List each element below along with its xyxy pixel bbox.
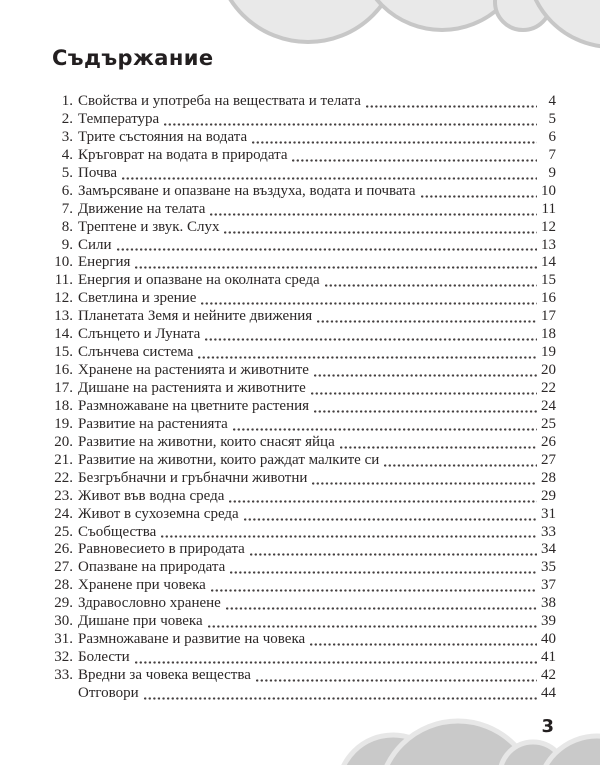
- toc-item-number: 1.: [61, 93, 73, 109]
- toc-row: [53, 183, 556, 201]
- toc-row: [53, 667, 556, 685]
- toc-item-title: Развитие на растенията: [78, 415, 228, 432]
- page-title: Съдържание: [52, 46, 214, 70]
- toc-row: [53, 219, 556, 237]
- dot-leader: [317, 320, 537, 323]
- toc-row: [53, 577, 556, 595]
- toc-item-number: 32.: [54, 649, 73, 666]
- toc-item-title: Енергия и опазване на околната среда: [78, 272, 320, 289]
- dot-leader: [161, 535, 537, 538]
- toc-item-title: Болести: [78, 649, 130, 666]
- toc-item-page: 11: [541, 200, 556, 217]
- toc-item-number: 26.: [54, 541, 73, 558]
- toc-item-number: 31.: [54, 631, 73, 648]
- toc-item-title: Развитие на животни, които раждат малките си: [78, 451, 380, 468]
- dot-leader: [325, 284, 537, 287]
- toc-item-title: Размножаване на цветните растения: [78, 397, 310, 414]
- toc-row: [53, 434, 556, 452]
- toc-item-number: 20.: [54, 433, 73, 450]
- toc-item-number: 2.: [61, 110, 73, 127]
- dot-leader: [135, 661, 537, 664]
- dot-leader: [226, 607, 537, 610]
- toc-item-page: 41: [541, 649, 556, 666]
- dot-leader: [312, 482, 537, 485]
- dot-leader: [201, 302, 537, 305]
- toc-item-title: Слънцето и Луната: [78, 326, 201, 343]
- dot-leader: [117, 248, 537, 251]
- toc-item-number: 14.: [54, 326, 73, 343]
- toc-row: [53, 362, 556, 380]
- toc-item-page: 24: [541, 397, 556, 414]
- toc-row: [53, 595, 556, 613]
- toc-item-page: 15: [541, 272, 556, 289]
- toc-item-number: 11.: [54, 272, 73, 289]
- dot-leader: [164, 123, 537, 126]
- toc-row: [53, 147, 556, 165]
- toc-item-page: 13: [541, 236, 556, 253]
- dot-leader: [252, 141, 537, 144]
- toc-item-page: 37: [541, 577, 556, 594]
- toc-item-title: Планетата Земя и нейните движения: [78, 308, 313, 325]
- toc-item-number: 18.: [54, 397, 73, 414]
- dot-leader: [233, 428, 537, 431]
- toc-item-title: Отговори: [78, 684, 139, 701]
- toc-row: [53, 201, 556, 219]
- toc-row: [53, 290, 556, 308]
- toc-item-title: Слънчева система: [78, 344, 194, 361]
- dot-leader: [211, 589, 537, 592]
- toc-item-title: Развитие на животни, които снасят яйца: [78, 433, 335, 450]
- toc-item-number: 5.: [61, 164, 73, 181]
- toc-item-page: 5: [548, 110, 556, 127]
- toc-item-number: 13.: [54, 308, 73, 325]
- toc-item-title: Безгръбначни и гръбначни животни: [78, 469, 308, 486]
- dot-leader: [314, 410, 537, 413]
- toc-row: [53, 129, 556, 147]
- dot-leader: [311, 392, 537, 395]
- toc-item-number: 21.: [54, 451, 73, 468]
- toc-item-number: 10.: [54, 254, 73, 271]
- toc-item-page: 29: [541, 487, 556, 504]
- dot-leader: [205, 338, 537, 341]
- toc-item-page: 31: [541, 505, 556, 522]
- toc-row: [53, 308, 556, 326]
- toc-item-number: 6.: [61, 182, 73, 199]
- toc-row: [53, 488, 556, 506]
- dot-leader: [229, 500, 537, 503]
- toc-item-page: 19: [541, 344, 556, 361]
- toc-item-number: 27.: [54, 559, 73, 576]
- toc-row: [53, 111, 556, 129]
- toc-item-page: 38: [541, 595, 556, 612]
- dot-leader: [122, 177, 537, 180]
- dot-leader: [224, 231, 537, 234]
- toc-row: [53, 272, 556, 290]
- toc-item-page: 25: [541, 415, 556, 432]
- dot-leader: [366, 105, 537, 108]
- toc-item-title: Свойства и употреба на веществата и телата: [78, 93, 361, 109]
- dot-leader: [256, 679, 537, 682]
- toc-item-page: 33: [541, 523, 556, 540]
- dot-leader: [340, 446, 537, 449]
- dot-leader: [144, 697, 537, 700]
- toc-item-number: 4.: [61, 146, 73, 163]
- toc-item-title: Живот в сухоземна среда: [78, 505, 239, 522]
- toc-item-number: 16.: [54, 362, 73, 379]
- dot-leader: [210, 213, 537, 216]
- toc-item-page: 20: [541, 362, 556, 379]
- toc-row: [53, 416, 556, 434]
- toc-row: [53, 613, 556, 631]
- toc-item-page: 18: [541, 326, 556, 343]
- toc-item-number: 3.: [61, 128, 73, 145]
- toc-row: [53, 631, 556, 649]
- toc-item-number: 33.: [54, 667, 73, 683]
- toc-item-page: 34: [541, 541, 556, 558]
- toc-item-page: 12: [541, 218, 556, 235]
- toc-item-title: Дишане при човека: [78, 613, 203, 630]
- toc-item-page: 40: [541, 631, 556, 648]
- toc-item-title: Кръговрат на водата в природата: [78, 146, 288, 163]
- dot-leader: [208, 625, 537, 628]
- toc-item-title: Светлина и зрение: [78, 290, 197, 307]
- toc-item-page: 26: [541, 433, 556, 450]
- toc-item-number: 24.: [54, 505, 73, 522]
- dot-leader: [250, 553, 537, 556]
- toc-row: [53, 559, 556, 577]
- toc-item-page: 39: [541, 613, 556, 630]
- toc-item-title: Здравословно хранене: [78, 595, 221, 612]
- toc-item-number: 8.: [61, 218, 73, 235]
- top-clouds-decoration: [0, 0, 600, 52]
- toc-item-page: 27: [541, 451, 556, 468]
- toc-item-title: Опазване на природата: [78, 559, 226, 576]
- toc-row: [53, 470, 556, 488]
- dot-leader: [314, 374, 537, 377]
- toc-item-title: Трептене и звук. Слух: [78, 218, 220, 235]
- toc-item-page: 10: [541, 182, 556, 199]
- toc-item-page: 4: [548, 93, 556, 109]
- toc-item-title: Хранене при човека: [78, 577, 206, 594]
- toc-row: [53, 398, 556, 416]
- toc-item-title: Почва: [78, 164, 118, 181]
- toc-row: [53, 506, 556, 524]
- toc-item-page: 42: [541, 667, 556, 683]
- dot-leader: [230, 571, 537, 574]
- toc-item-number: 22.: [54, 469, 73, 486]
- dot-leader: [135, 266, 537, 269]
- dot-leader: [421, 195, 537, 198]
- dot-leader: [244, 518, 537, 521]
- toc-row: [53, 541, 556, 559]
- toc-item-number: 19.: [54, 415, 73, 432]
- toc-row: [53, 685, 556, 703]
- toc-item-title: Температура: [78, 110, 160, 127]
- toc-item-page: 14: [541, 254, 556, 271]
- dot-leader: [198, 356, 537, 359]
- toc-row: [53, 524, 556, 542]
- toc-item-title: Размножаване и развитие на човека: [78, 631, 306, 648]
- toc-item-title: Енергия: [78, 254, 131, 271]
- toc-list: [53, 93, 556, 703]
- dot-leader: [384, 464, 537, 467]
- toc-item-title: Трите състояния на водата: [78, 128, 248, 145]
- toc-row: [53, 649, 556, 667]
- toc-item-page: 6: [548, 128, 556, 145]
- toc-item-number: 29.: [54, 595, 73, 612]
- toc-item-page: 22: [541, 380, 556, 396]
- page-number: 3: [541, 716, 554, 737]
- toc-row: [53, 452, 556, 470]
- toc-item-number: 15.: [54, 344, 73, 361]
- toc-item-title: Дишане на растенията и животните: [78, 380, 306, 396]
- toc-item-title: Сили: [78, 236, 112, 253]
- toc-row: [53, 165, 556, 183]
- toc-row: [53, 254, 556, 272]
- toc-item-page: 7: [548, 146, 556, 163]
- toc-item-title: Равновесието в природата: [78, 541, 245, 558]
- toc-item-number: 23.: [54, 487, 73, 504]
- toc-item-title: Замърсяване и опазване на въздуха, водата и почвата: [78, 182, 416, 199]
- toc-item-title: Движение на телата: [78, 200, 206, 217]
- toc-item-title: Вредни за човека вещества: [78, 667, 251, 683]
- toc-row: [53, 380, 556, 398]
- toc-row: [53, 326, 556, 344]
- toc-item-number: 7.: [61, 200, 73, 217]
- toc-item-number: 25.: [54, 523, 73, 540]
- dot-leader: [292, 159, 537, 162]
- toc-item-title: Хранене на растенията и животните: [78, 362, 309, 379]
- toc-item-number: 12.: [54, 290, 73, 307]
- toc-item-page: 9: [548, 164, 556, 181]
- bottom-clouds-decoration: [0, 713, 600, 765]
- toc-row: [53, 93, 556, 111]
- toc-item-number: 30.: [54, 613, 73, 630]
- toc-item-title: Съобщества: [78, 523, 157, 540]
- toc-item-page: 16: [541, 290, 556, 307]
- toc-item-page: 44: [541, 684, 556, 701]
- toc-item-number: 28.: [54, 577, 73, 594]
- dot-leader: [310, 643, 537, 646]
- toc-item-page: 17: [541, 308, 556, 325]
- toc-item-page: 28: [541, 469, 556, 486]
- toc-row: [53, 344, 556, 362]
- toc-item-title: Живот във водна среда: [78, 487, 225, 504]
- toc-item-number: 17.: [54, 380, 73, 396]
- toc-row: [53, 237, 556, 255]
- toc-item-page: 35: [541, 559, 556, 576]
- toc-item-number: 9.: [61, 236, 73, 253]
